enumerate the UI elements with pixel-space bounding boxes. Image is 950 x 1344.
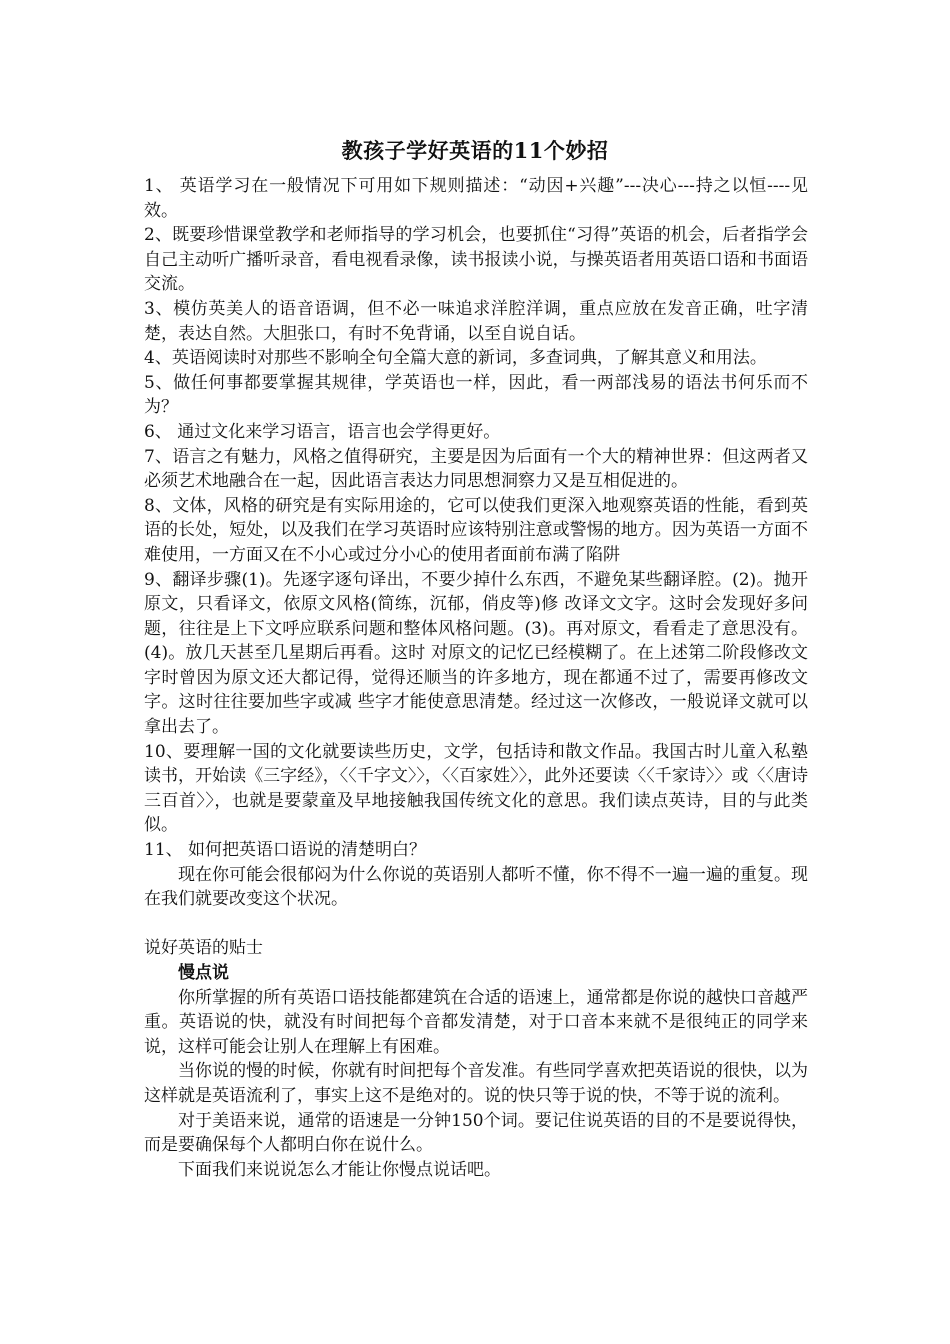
tip-8: 8、文体，风格的研究是有实际用途的，它可以使我们更深入地观察英语的性能，看到英语的长处，短处，以及我们在学习英语时应该特别注意或警惕的地方。因为英语一方面不难使用，一方面又在不小心或过分小心的使用者面前布满了陷阱 <box>144 495 808 565</box>
tip-7: 7、语言之有魅力，风格之值得研究，主要是因为后面有一个大的精神世界：但这两者又必须艺术地融合在一起，因此语言表达力同思想洞察力又是互相促进的。 <box>144 446 808 492</box>
tip-11: 11、 如何把英语口语说的清楚明白？ <box>144 840 427 861</box>
tip-4: 4、英语阅读时对那些不影响全句全篇大意的新词，多查词典，了解其意义和用法。 <box>144 348 767 369</box>
section-title: 说好英语的贴士 <box>144 938 263 959</box>
section-spacer <box>144 912 808 937</box>
body-paragraph-4: 下面我们来说说怎么才能让你慢点说话吧。 <box>178 1159 501 1180</box>
tip-5: 5、做任何事都要掌握其规律，学英语也一样，因此，看一两部浅易的语法书何乐而不为？ <box>144 372 808 418</box>
tip-6: 6、 通过文化来学习语言，语言也会学得更好。 <box>144 421 501 442</box>
subsection-title: 慢点说 <box>178 963 229 983</box>
tip-2: 2、既要珍惜课堂教学和老师指导的学习机会，也要抓住“习得”英语的机会，后者指学会自己主动听广播听录音，看电视看录像，读书报读小说，与操英语者用英语口语和书面语交流。 <box>144 225 808 295</box>
document-title: 教孩子学好英语的11个妙招 <box>341 138 609 163</box>
tip-1: 1、 英语学习在一般情况下可用如下规则描述：“动因+兴趣”---决心---持之以恒----见效。 <box>144 176 808 221</box>
intro-paragraph: 现在你可能会很郁闷为什么你说的英语别人都听不懂，你不得不一遍一遍的重复。现在我们就要改变这个状况。 <box>144 864 808 910</box>
body-paragraph-2: 当你说的慢的时候，你就有时间把每个音发准。有些同学喜欢把英语说的很快，以为这样就是英语流利了，事实上这不是绝对的。说的快只等于说的快，不等于说的流利。 <box>144 1061 808 1106</box>
tip-9: 9、翻译步骤(1)。先逐字逐句译出，不要少掉什么东西，不避免某些翻译腔。(2)。抛开原文，只看译文，依原文风格(简练，沉郁，俏皮等)修 改译文文字。这时会发现好多问题，往往是上下文呼应联系问题和整体风格问题。(3)。再对原文，看看走了意思没有。(4)。放几天甚至几星期后再看。这时 对原文的记忆已经模糊了。在上述第二阶段修改文字时曾因为原文还大都记得，觉得还顺当的许多地方，现在都通不过了，需要再修改文字。这时往往要加些字或减 些字才能使意思清楚。经过这一次修改，一般说译文就可以拿出去了。 <box>144 569 808 738</box>
document-body <box>144 174 808 1182</box>
body-paragraph-1: 你所掌握的所有英语口语技能都建筑在合适的语速上，通常都是你说的越快口音越严重。英语说的快，就没有时间把每个音都发清楚，对于口音本来就不是很纯正的同学来说，这样可能会让别人在理解上有困难。 <box>144 987 808 1057</box>
tip-10: 10、要理解一国的文化就要读些历史，文学，包括诗和散文作品。我国古时儿童入私塾读书，开始读《三字经》，〈〈千字文〉〉，〈〈百家姓〉〉，此外还要读〈〈千家诗〉〉或〈〈唐诗三百首〉〉，也就是要蒙童及早地接触我国传统文化的意思。我们读点英诗，目的与此类似。 <box>144 741 808 836</box>
tip-3: 3、模仿英美人的语音语调，但不必一味追求洋腔洋调，重点应放在发音正确，吐字清楚，表达自然。大胆张口，有时不免背诵，以至自说自话。 <box>144 298 808 344</box>
body-paragraph-3: 对于美语来说，通常的语速是一分钟150个词。要记住说英语的目的不是要说得快，而是要确保每个人都明白你在说什么。 <box>144 1110 808 1156</box>
